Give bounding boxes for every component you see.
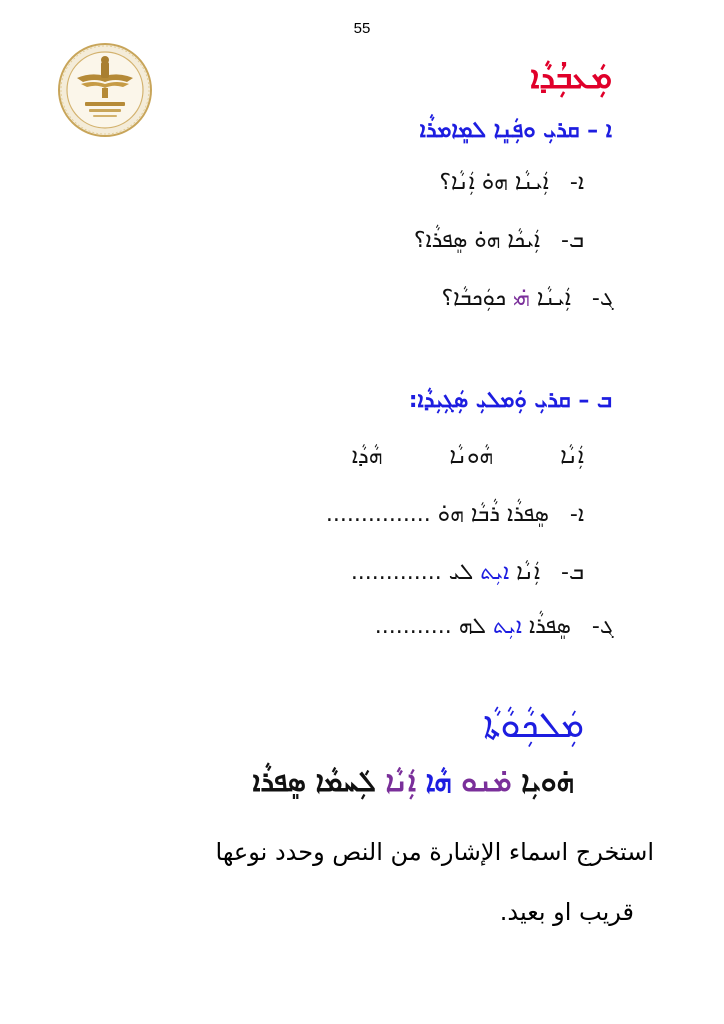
page-number: 55: [353, 20, 371, 37]
word-options: [352, 444, 584, 469]
item-text: ܐܲܝܟܵܐ ܗܘ̇ ܣܸܦܪܵܐ؟: [413, 228, 541, 253]
sentence-word: ܡ̇ܢܘ: [451, 765, 512, 798]
item-demonstrative: ܗ̇ܝ: [513, 286, 530, 311]
institution-seal-logo: [57, 42, 153, 138]
item-text: ܐܲܝܢܵܐ ܗܘ̇ ܐܲܢܵܐ؟: [439, 170, 549, 195]
instruction-line-1: استخرج اسماء الإشارة من النص وحدد نوعها: [215, 838, 654, 866]
item-text-end: ܟܘܲܟܒܵܐ؟: [441, 286, 514, 311]
instruction-line-2: قريب او بعيد.: [499, 898, 634, 926]
item-text-end: ܠܗ: [458, 614, 494, 639]
fill-blank: ...........: [374, 614, 452, 639]
item-text: ܣܸܦܪܵܐ ܪܵܒܵܐ ܗܘ̇: [437, 502, 549, 527]
page-title: ܡܲܥܒܼܳܕܵܐ: [530, 58, 612, 96]
sentence-word: ܣܸܦܪܵܐ: [252, 765, 306, 798]
item-letter: ܓ-: [591, 286, 614, 311]
fill-blank: ...............: [325, 502, 431, 527]
item-highlight: ܐܝܼܬ: [480, 560, 510, 585]
section-b-item-2: [351, 560, 584, 585]
fill-blank: .............: [350, 560, 442, 585]
option-word: ܐܲܢܵܐ: [560, 444, 584, 469]
section-a-heading: ܐ – ܩܪܝܼ ܘܦܲܢܸܐ ܠܡܸܐܡܪܵܐ: [419, 118, 612, 143]
sentence-word: ܐܲܢܵܐ: [375, 765, 416, 798]
item-letter: ܒ-: [561, 228, 584, 253]
item-highlight: ܐܝܼܬ: [493, 614, 522, 639]
section-a-item-2: [414, 228, 584, 253]
item-letter: ܐ-: [569, 170, 584, 195]
dictation-sentence: [253, 765, 574, 799]
item-text: ܐܲܢܵܐ: [509, 560, 541, 585]
section-b-heading: ܒ – ܩܪܝܼ ܘܲܡܠܝܼ ܣܲܓܼܝܼܕܵܐ:: [408, 388, 612, 413]
item-text-end: ܠܝ: [448, 560, 481, 585]
item-letter: ܓ-: [591, 614, 614, 639]
option-word: ܗܵܘܢܵܐ: [449, 444, 494, 469]
section-b-item-3: [375, 614, 614, 639]
sentence-word: ܠܲܚܡܵܐ: [305, 765, 376, 798]
section-a-item-3: [441, 286, 614, 311]
item-letter: ܐ-: [569, 502, 584, 527]
section-a-item-1: [439, 170, 584, 195]
item-text: ܣܸܦܪܵܐ: [522, 614, 571, 639]
section-c-heading: ܡܲܠܟܼܵܘܵܬܵܐ: [483, 705, 584, 746]
option-word: ܗܵܕܵܐ: [351, 444, 383, 469]
section-b-item-1: [326, 502, 584, 527]
item-text: ܐܲܝܢܵܐ: [529, 286, 571, 311]
item-letter: ܒ-: [561, 560, 584, 585]
sentence-word: ܗܵܐ: [415, 765, 452, 798]
sentence-word: ܗ̇ܘܝܼܐ: [511, 765, 574, 798]
